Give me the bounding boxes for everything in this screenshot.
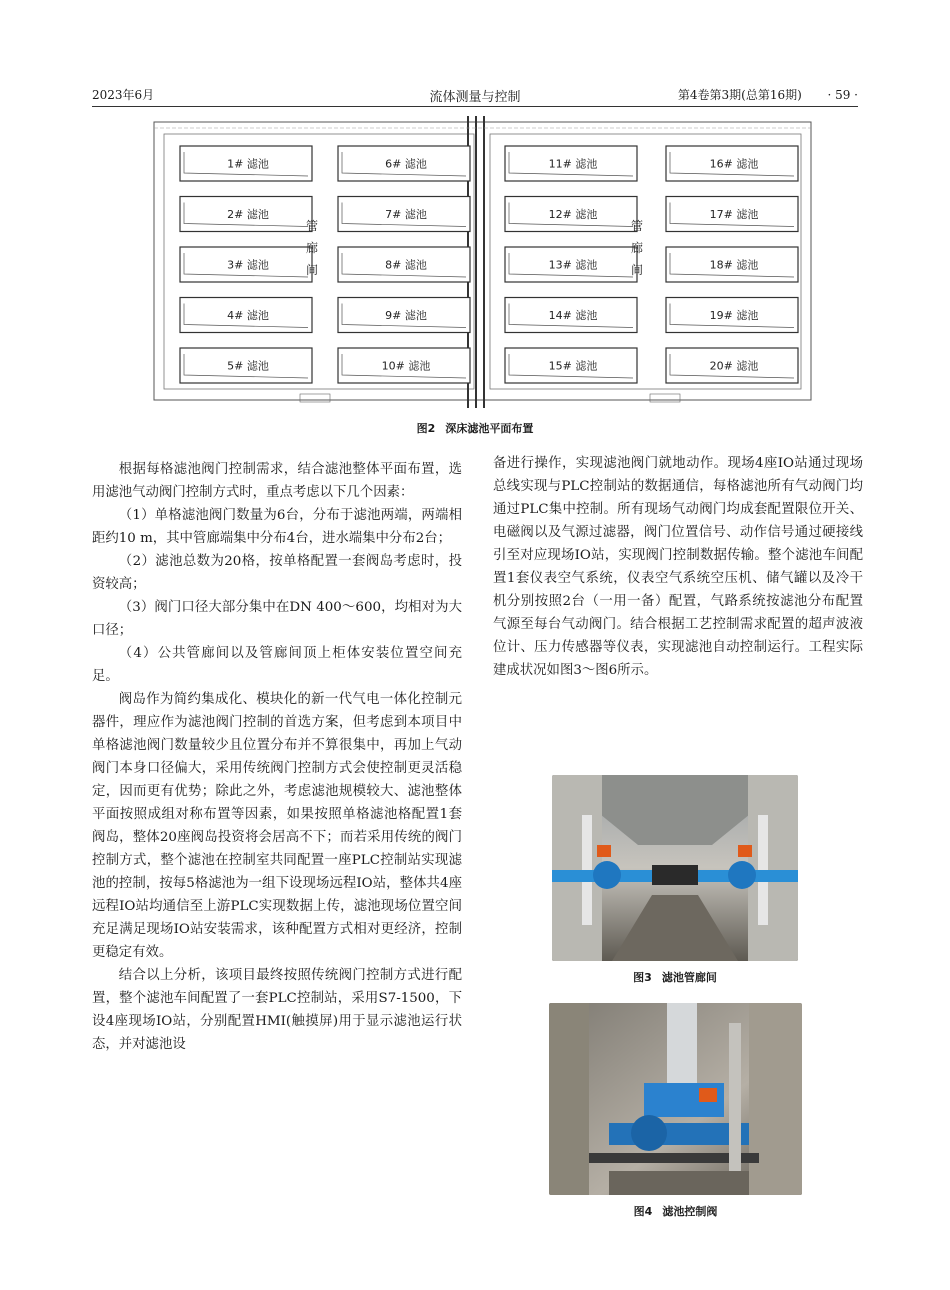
left-paragraph: 阀岛作为简约集成化、模块化的新一代气电一体化控制元器件，理应作为滤池阀门控制的首选方案，但考虑到本项目中单格滤池阀门数量较少且位置分布并不算很集中，再加上气动阀门本身口径偏大，采用传统阀门控制方式会使控制更灵活稳定，因而更有优势；除此之外，考虑滤池规模较大、滤池整体平面按照成组对称布置等因素，如果按照单格滤池格配置1套阀岛，整体20座阀岛投资将会居高不下；而若采用传统的阀门控制方式，整个滤池在控制室共同配置一座PLC控制站实现滤池的控制，按每5格滤池为一组下设现场远程IO站，整体共4座远程IO站均通信至上游PLC实现数据上传，滤池现场位置空间充足满足现场IO站安装需求，该种配置方式相对更经济，控制更稳定有效。 (92, 692, 462, 960)
filter-pool-label: 18# 滤池 (709, 258, 759, 272)
header-date: 2023年6月 (92, 88, 155, 102)
corridor-label-right: 间 (630, 263, 644, 277)
corridor-label-left: 管 (305, 219, 319, 233)
left-paragraph: （1）单格滤池阀门数量为6台，分布于滤池两端，两端相距约10 m，其中管廊端集中分布4台，进水端集中分布2台； (92, 508, 462, 546)
filter-pool-label: 15# 滤池 (548, 359, 598, 373)
filter-pool-label: 8# 滤池 (385, 258, 427, 272)
figure-4-label: 图4 (633, 1205, 653, 1218)
header-issue-page (678, 86, 858, 103)
figure-4-photo (549, 1003, 802, 1195)
filter-pool-label: 16# 滤池 (709, 157, 759, 171)
left-paragraph: （3）阀门口径大部分集中在DN 400～600，均相对为大口径； (92, 600, 462, 638)
figure-2-label: 图2 (416, 422, 436, 435)
figure-4-caption (549, 1203, 802, 1219)
header-rule (92, 106, 858, 107)
filter-pool-label: 5# 滤池 (227, 359, 269, 373)
figure-2-caption (0, 420, 950, 436)
filter-pool-label: 6# 滤池 (385, 157, 427, 171)
filter-pool-label: 4# 滤池 (227, 309, 269, 322)
figure-2-title: 深床滤池平面布置 (445, 422, 534, 435)
header-issue: 第4卷第3期(总第16期) (677, 88, 802, 102)
filter-pool-label: 7# 滤池 (385, 208, 427, 221)
corridor-label-right: 管 (630, 219, 644, 233)
left-column (92, 458, 462, 1056)
corridor-label-right: 廊 (630, 241, 644, 255)
filter-plan-drawing (150, 112, 815, 414)
header-journal: 流体测量与控制 (429, 90, 521, 105)
figure-3-title: 滤池管廊间 (661, 971, 717, 984)
left-paragraph: 结合以上分析，该项目最终按照传统阀门控制方式进行配置，整个滤池车间配置了一套PLC控制站，采用S7-1500，下设4座现场IO站，分别配置HMI(触摸屏)用于显示滤池运行状态，并对滤池设 (92, 968, 462, 1052)
corridor-label-left: 廊 (305, 241, 319, 255)
filter-pool-label: 10# 滤池 (381, 359, 431, 373)
figure-4-title: 滤池控制阀 (662, 1205, 718, 1218)
figure-3-photo (552, 775, 798, 961)
filter-pool-label: 11# 滤池 (548, 157, 598, 171)
filter-pool-label: 20# 滤池 (709, 359, 759, 373)
filter-pool-label: 9# 滤池 (385, 309, 427, 322)
figure-2-plan (150, 112, 815, 414)
running-header (92, 86, 858, 106)
filter-pool-label: 1# 滤池 (227, 157, 269, 171)
header-page: · 59 · (827, 88, 858, 102)
filter-pool-label: 2# 滤池 (227, 208, 269, 221)
filter-pool-label: 12# 滤池 (548, 208, 598, 221)
filter-pool-label: 17# 滤池 (709, 208, 759, 221)
filter-pool-label: 14# 滤池 (548, 309, 598, 322)
figure-3-label: 图3 (633, 971, 652, 984)
figure-3-caption (552, 969, 798, 985)
left-paragraph: （2）滤池总数为20格，按单格配置一套阀岛考虑时，投资较高； (92, 554, 462, 592)
filter-pool-label: 13# 滤池 (548, 258, 598, 272)
filter-pool-label: 19# 滤池 (709, 309, 759, 322)
left-paragraph: 根据每格滤池阀门控制需求，结合滤池整体平面布置，选用滤池气动阀门控制方式时，重点考虑以下几个因素： (92, 462, 462, 500)
right-column (493, 452, 863, 682)
left-paragraph: （4）公共管廊间以及管廊间顶上柜体安装位置空间充足。 (92, 646, 462, 684)
filter-pool-label: 3# 滤池 (227, 258, 269, 272)
corridor-label-left: 间 (305, 263, 319, 277)
right-paragraph: 备进行操作，实现滤池阀门就地动作。现场4座IO站通过现场总线实现与PLC控制站的数据通信，每格滤池所有气动阀门均通过PLC集中控制。所有现场气动阀门均成套配置限位开关、电磁阀以及气源过滤器，阀门位置信号、动作信号通过硬接线引至对应现场IO站，实现阀门控制数据传输。整个滤池车间配置1套仪表空气系统，仪表空气系统空压机、储气罐以及冷干机分别按照2台（一用一备）配置，气路系统按滤池分布配置气源至每台气动阀门。结合根据工艺控制需求配置的超声波液位计、压力传感器等仪表，实现滤池自动控制运行。工程实际建成状况如图3～图6所示。 (493, 456, 863, 678)
